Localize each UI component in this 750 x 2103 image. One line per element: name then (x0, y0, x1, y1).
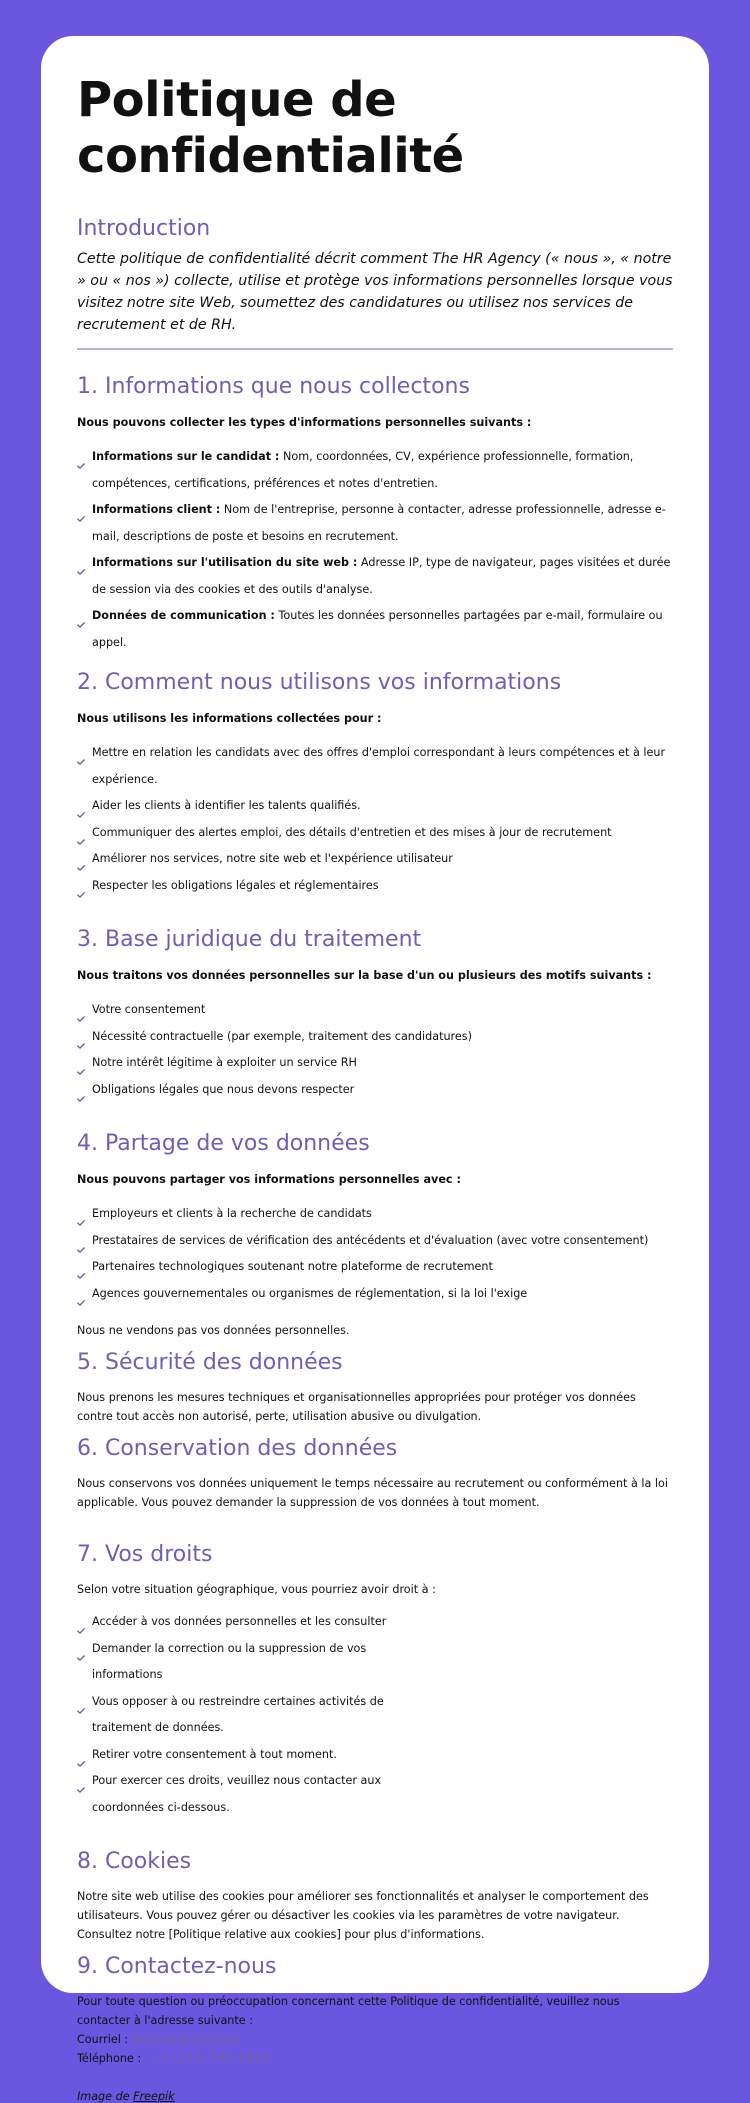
check-icon (77, 802, 85, 808)
divider (77, 348, 673, 350)
item-text: Mettre en relation les candidats avec des offres d'emploi correspondant à leurs compétences et à leur expérience. (92, 746, 666, 786)
list-item (77, 1050, 673, 1077)
section-2-list (77, 740, 673, 899)
freepik-link[interactable]: Freepik (133, 2090, 175, 2103)
list-item (77, 497, 673, 550)
check-icon (77, 1698, 85, 1704)
list-item (77, 1689, 432, 1742)
item-text: Employeurs et clients à la recherche de candidats (92, 1207, 372, 1220)
check-icon (77, 1033, 85, 1039)
list-item (77, 444, 673, 497)
item-label: Informations sur l'utilisation du site web : (92, 556, 358, 569)
list-item (77, 740, 673, 793)
item-text: Prestataires de services de vérification des antécédents et d'évaluation (avec votre consentement) (92, 1233, 649, 1247)
section-7-list (77, 1609, 432, 1821)
list-item (77, 1228, 673, 1255)
section-2-lead: Nous utilisons les informations collectées pour : (77, 712, 382, 725)
section-8-heading: 8. Cookies (77, 1849, 192, 1874)
item-text: Agences gouvernementales ou organismes de réglementation, si la loi l'exige (92, 1286, 528, 1300)
credit-prefix: Image de (77, 2090, 134, 2103)
check-icon (77, 1290, 85, 1296)
item-text: Toutes les données personnelles partagées par e-mail, formulaire ou appel. (92, 609, 663, 649)
section-4-note: Nous ne vendons pas vos données personnelles. (77, 1324, 350, 1337)
item-text: Demander la correction ou la suppression de vos informations (92, 1641, 367, 1681)
check-icon (77, 1263, 85, 1269)
item-text: Communiquer des alertes emploi, des détails d'entretien et des mises à jour de recrutement (92, 825, 612, 839)
list-item (77, 846, 673, 873)
section-2-heading: 2. Comment nous utilisons vos informations (77, 670, 562, 695)
section-6-text: Nous conservons vos données uniquement le temps nécessaire au recrutement ou conformément à la loi applicable. Vous pouvez demander la suppression de vos données à tout moment. (77, 1477, 668, 1509)
check-icon (77, 1777, 85, 1783)
check-icon (77, 829, 85, 835)
section-1-lead: Nous pouvons collecter les types d'informations personnelles suivants : (77, 416, 532, 429)
section-4-lead: Nous pouvons partager vos informations personnelles avec : (77, 1173, 461, 1186)
item-text: Notre intérêt légitime à exploiter un service RH (92, 1056, 357, 1069)
item-label: Données de communication : (92, 609, 275, 622)
list-item (77, 1077, 673, 1104)
check-icon (77, 1751, 85, 1757)
section-1-list (77, 444, 673, 656)
list-item (77, 793, 673, 820)
check-icon (77, 749, 85, 755)
list-item (77, 1281, 673, 1308)
item-text: Aider les clients à identifier les talents qualifiés. (92, 799, 361, 812)
item-text: Respecter les obligations légales et réglementaires (92, 878, 379, 892)
list-item (77, 550, 673, 603)
section-3-lead: Nous traitons vos données personnelles sur la base d'un ou plusieurs des motifs suivants : (77, 969, 652, 982)
intro-text: Cette politique de confidentialité décrit comment The HR Agency (« nous », « notre » ou « nos ») collecte, utilise et protège vos informations personnelles lorsque vous visitez notre site Web, soumettez des candidatures ou utilisez nos services de recrutement et de RH. (77, 251, 673, 333)
contact-email-row (77, 2030, 673, 2049)
policy-card (41, 36, 709, 2103)
section-9-text: Pour toute question ou préoccupation concernant cette Politique de confidentialité, veuillez nous contacter à l'adresse suivante : (77, 1995, 620, 2027)
section-1-heading: 1. Informations que nous collectons (77, 374, 470, 399)
item-text: Nécessité contractuelle (par exemple, traitement des candidatures) (92, 1029, 472, 1043)
section-7-heading: 7. Vos droits (77, 1542, 213, 1567)
section-4-heading: 4. Partage de vos données (77, 1131, 370, 1156)
phone-label: Téléphone : (77, 2052, 145, 2065)
check-icon (77, 1645, 85, 1651)
item-text: Adresse IP, type de navigateur, pages visitées et durée de session via des cookies et des outils d'analyse. (92, 556, 671, 596)
section-4-list (77, 1201, 673, 1307)
section-6-heading: 6. Conservation des données (77, 1436, 398, 1461)
check-icon (77, 1618, 85, 1624)
contact-phone-row (77, 2049, 673, 2068)
item-text: Nom, coordonnées, CV, expérience professionnelle, formation, compétences, certifications, préférences et notes d'entretien. (92, 450, 634, 490)
check-icon (77, 855, 85, 861)
item-label: Informations sur le candidat : (92, 450, 280, 463)
item-text: Améliorer nos services, notre site web et l'expérience utilisateur (92, 852, 453, 865)
check-icon (77, 1210, 85, 1216)
check-icon (77, 882, 85, 888)
section-3-heading: 3. Base juridique du traitement (77, 927, 422, 952)
check-icon (77, 1086, 85, 1092)
item-text: Nom de l'entreprise, personne à contacter, adresse professionnelle, adresse e-mail, descriptions de poste et besoins en recrutement. (92, 503, 666, 543)
item-text: Vous opposer à ou restreindre certaines activités de traitement de données. (92, 1694, 384, 1734)
item-text: Obligations légales que nous devons respecter (92, 1082, 355, 1096)
check-icon (77, 1059, 85, 1065)
email-link[interactable]: hi@company.com (131, 2033, 241, 2046)
check-icon (77, 1006, 85, 1012)
item-text: Partenaires technologiques soutenant notre plateforme de recrutement (92, 1260, 493, 1273)
image-credit (77, 2090, 673, 2103)
phone-link[interactable]: +1 (234) 567-8910 (151, 2052, 270, 2065)
section-5-text: Nous prenons les mesures techniques et organisationnelles appropriées pour protéger vos données contre tout accès non autorisé, perte, utilisation abusive ou divulgation. (77, 1391, 636, 1423)
list-item (77, 820, 673, 847)
check-icon (77, 506, 85, 512)
list-item (77, 1742, 432, 1769)
section-8-text: Notre site web utilise des cookies pour améliorer ses fonctionnalités et analyser le comportement des utilisateurs. Vous pouvez gérer ou désactiver les cookies via les paramètres de votre navigateur. Consultez notre [Politique relative aux cookies] pour plus d'informations. (77, 1890, 649, 1941)
section-5-heading: 5. Sécurité des données (77, 1350, 343, 1375)
list-item (77, 1609, 432, 1636)
check-icon (77, 612, 85, 618)
email-label: Courriel : (77, 2033, 132, 2046)
check-icon (77, 453, 85, 459)
list-item (77, 873, 673, 900)
item-label: Informations client : (92, 503, 221, 516)
item-text: Retirer votre consentement à tout moment. (92, 1747, 337, 1761)
intro-heading: Introduction (77, 216, 211, 241)
list-item (77, 1254, 673, 1281)
list-item (77, 1636, 432, 1689)
item-text: Accéder à vos données personnelles et les consulter (92, 1615, 387, 1628)
section-9-heading: 9. Contactez-nous (77, 1954, 277, 1979)
list-item (77, 997, 673, 1024)
list-item (77, 603, 673, 656)
section-7-lead: Selon votre situation géographique, vous pourriez avoir droit à : (77, 1583, 436, 1596)
check-icon (77, 1237, 85, 1243)
list-item (77, 1024, 673, 1051)
item-text: Votre consentement (92, 1003, 206, 1016)
item-text: Pour exercer ces droits, veuillez nous contacter aux coordonnées ci-dessous. (92, 1774, 382, 1814)
list-item (77, 1201, 673, 1228)
page-title: Politique de confidentialité (77, 72, 464, 184)
list-item (77, 1768, 432, 1821)
check-icon (77, 559, 85, 565)
section-3-list (77, 997, 673, 1103)
